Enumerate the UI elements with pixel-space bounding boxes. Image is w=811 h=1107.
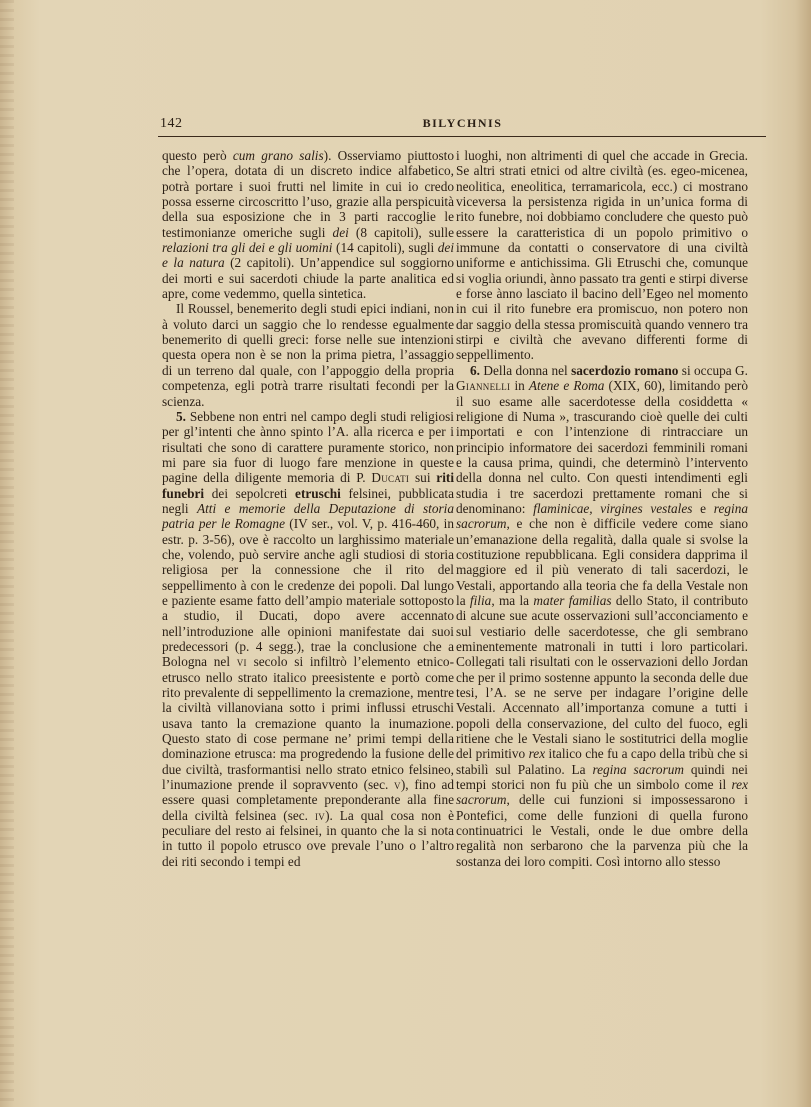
text-run: (IV ser., vol. V, p. 416-460, in estr. p. 3-56), ove è raccolto un larghissimo materiale che, volendo, può servire anche agli studiosi di storia religiosa per la connessione che il rito del seppellimento à con le credenze dei popoli. Dal lungo e paziente esame fatto dell’ampio materiale sottoposto a studio, il Ducati, dopo avere accennato nell’introduzione alle opinioni manifestate dai suoi predecessori (p. 4 segg.), trae la conclusione che a Bologna nel: [162, 516, 454, 670]
page-number: 142: [160, 116, 183, 131]
text-run: Sebbene non entri nel campo degli studi religiosi per gl’intenti che ànno spinto l’A. alla ricerca e per i risultati che sono di carattere puramente storico, non mi pare sia fuor di luogo fare menzione in queste pagine della diligente memoria di P.: [162, 408, 454, 486]
italic-text: regina sacrorum: [456, 500, 749, 532]
bold-text: riti funebri: [162, 470, 455, 501]
text-run: quindi nei tempi storici non fu più che un simbolo come il: [456, 761, 748, 793]
paragraph: i luoghi, non altrimenti di quel che accade in Grecia. Se altri strati etnici od altre civiltà (es. egeo-micenea, neolitica, eneolitica, terramaricola, ecc.) ci mostrano viceversa la persistenza rigida in un’unica forma di rito funebre, noi dobbiamo concludere che questo può essere la caratteristica di un popolo primitivo o immune da contatti o conservatore di una civiltà uniforme e antichissima. Gli Etruschi che, comunque si voglia oriundi, ànno passato tra genti e stirpi diverse e forse ànno lasciato il bacino dell’Egeo nel momento in cui il rito funebre era promiscuo, non potero non dar saggio della stessa promiscuità quando vennero tra stirpi e civiltà che avevano differenti forme di seppellimento.: [456, 148, 748, 363]
paragraph: Il Roussel, benemerito degli studi epici indiani, non à voluto darci un saggio che lo rendesse egualmente benemerito di quelli greci: forse nelle sue intenzioni questa opera non è se non la prima pietra, l’assaggio di un terreno dal quale, con l’appoggio della propria competenza, egli potrà trarre risultati fecondi per la scienza.: [162, 301, 454, 409]
paragraph: [162, 409, 454, 869]
italic-text: cum grano salis: [232, 148, 324, 163]
italic-text: Atene e Roma: [528, 378, 605, 394]
text-run: , e che non è difficile vedere come siano un’emanazione della regalità, dalla quale si svolse la costituzione repubblicana. Egli considera dapprima il maggiore ed il più venerato di tali sacerdozi, le Vestali, apportando alla teoria che fa della Vestale non la: [456, 516, 748, 608]
italic-text: dei e la natura: [162, 240, 455, 271]
italic-text: relazioni tra gli dei e gli uomini: [162, 240, 333, 256]
bold-text: etruschi: [295, 485, 341, 501]
text-run: questo però: [162, 148, 233, 163]
italic-text: Atti e memorie della Deputazione di storia patria per le Romagne: [162, 500, 454, 532]
right-column: [456, 148, 748, 869]
section-number: 6.: [470, 362, 480, 378]
text-run: secolo si infiltrò l’elemento etnico-etrusco nello strato italico preesistente e portò come rito prevalente di seppellimento la cremazione, mentre la civiltà villanoviana sotto i primi influssi etruschi usava tanto la cremazione quanto la inumazione. Questo stato di cose permane ne’ primi tempi della dominazione etrusca: ma progredendo la fusione delle due civiltà, trasformantisi nello strato etnico felsineo, l’inumazione prende il sopravvento (sec.: [162, 654, 454, 793]
paragraph: [456, 363, 748, 869]
bold-text: sacerdozio romano: [571, 362, 679, 378]
text-run: (8 capitoli), sulle: [348, 224, 454, 240]
roman-numeral: v: [394, 777, 401, 793]
text-run: (14 capitoli), sugli: [332, 240, 438, 256]
running-title: BILYCHNIS: [422, 116, 503, 130]
text-run: felsinei, pubblicata negli: [162, 485, 455, 516]
header-rule: [158, 136, 766, 137]
italic-text: flaminicae, virgines vestales: [533, 500, 693, 516]
text-run: si occupa G.: [678, 362, 748, 378]
italic-text: mater familias: [533, 592, 612, 608]
text-run: , delle cui funzioni si impossessarono i Pontefici, come delle funzioni di quella furono continuatrici le Vestali, onde le due ombre della regalità non serbarono che la parvenza più che la sostanza dei loro compiti. Così intorno allo stesso: [456, 792, 748, 869]
text-run: ), fino ad essere quasi completamente preponderante alla fine della civiltà felsinea (sec.: [162, 777, 454, 823]
text-run: e: [692, 500, 714, 516]
text-run: ). Osserviamo piuttosto che l’opera, dotata di un discreto indice alfabetico, potrà portare i suoi frutti nel limite in cui io credo possa esserne circoscritto l’uso, grazie alla perspicuità della sua esposizione che in 3 parti raccoglie le testimonianze omeriche sugli: [162, 148, 454, 240]
roman-numeral: iv: [314, 807, 326, 823]
author-name: Ducati: [371, 470, 410, 486]
text-run: Della donna nel: [479, 362, 572, 378]
text-run: dello Stato, il contributo di alcune sue acute osservazioni sull’acconciamento e sul vestiario delle sacerdotesse, che gli sembrano eminentemente matronali in tutti i loro particolari. Collegati tali risultati con le osservazioni dello Jordan che per il primo sostenne appunto la seconda delle due tesi, l’A. se ne serve per indagare l’origine delle Vestali. Accennato all’importanza comune a tutti i popoli della conservazione, del culto del fuoco, egli ritiene che le Vestali siano le sostitutrici della moglie del primitivo: [456, 592, 749, 762]
section-number: 5.: [176, 408, 186, 424]
text-run: sui: [409, 470, 437, 486]
text-run: (XIX, 60), limitando però il suo esame alle sacerdotesse della cosiddetta « religione di Numa », trascurando cioè quelle dei culti importati e con l’intenzione di rintracciare un principio informatore dei sacerdozi femminili romani e la causa prima, quindi, che determinò l’intervento della donna nel culto. Con questi intendimenti egli studia i tre sacerdozi prettamente romani che si denominano:: [456, 378, 748, 516]
roman-numeral: vi: [236, 654, 247, 670]
text-run: , ma la: [491, 592, 534, 608]
page-fold: [0, 0, 14, 1107]
text-run: dei sepolcreti: [204, 485, 296, 501]
italic-text: filia: [469, 592, 492, 608]
text-run: ). La qual cosa non è peculiare del resto ai felsinei, in quanto che la si nota in tutto il popolo etrusco ove prevale l’uno o l’altro dei riti secondo i tempi ed: [162, 807, 454, 869]
page-header: [160, 116, 765, 136]
text-run: in: [510, 378, 529, 394]
italic-text: rex: [528, 746, 546, 762]
italic-text: dei: [332, 224, 349, 240]
text-run: italico che fu a capo della tribù che si stabilì sul Palatino. La: [456, 746, 749, 777]
author-name: Giannelli: [456, 378, 511, 394]
text-run: (2 capitoli). Un’appendice sul soggiorno dei morti e sui sacerdoti chiude la parte analitica ed apre, come vedemmo, quella sintetica.: [162, 255, 454, 302]
paragraph: [162, 148, 454, 301]
left-column: [162, 148, 454, 869]
italic-text: rex sacrorum: [456, 777, 748, 808]
italic-text: regina sacrorum: [592, 761, 685, 777]
